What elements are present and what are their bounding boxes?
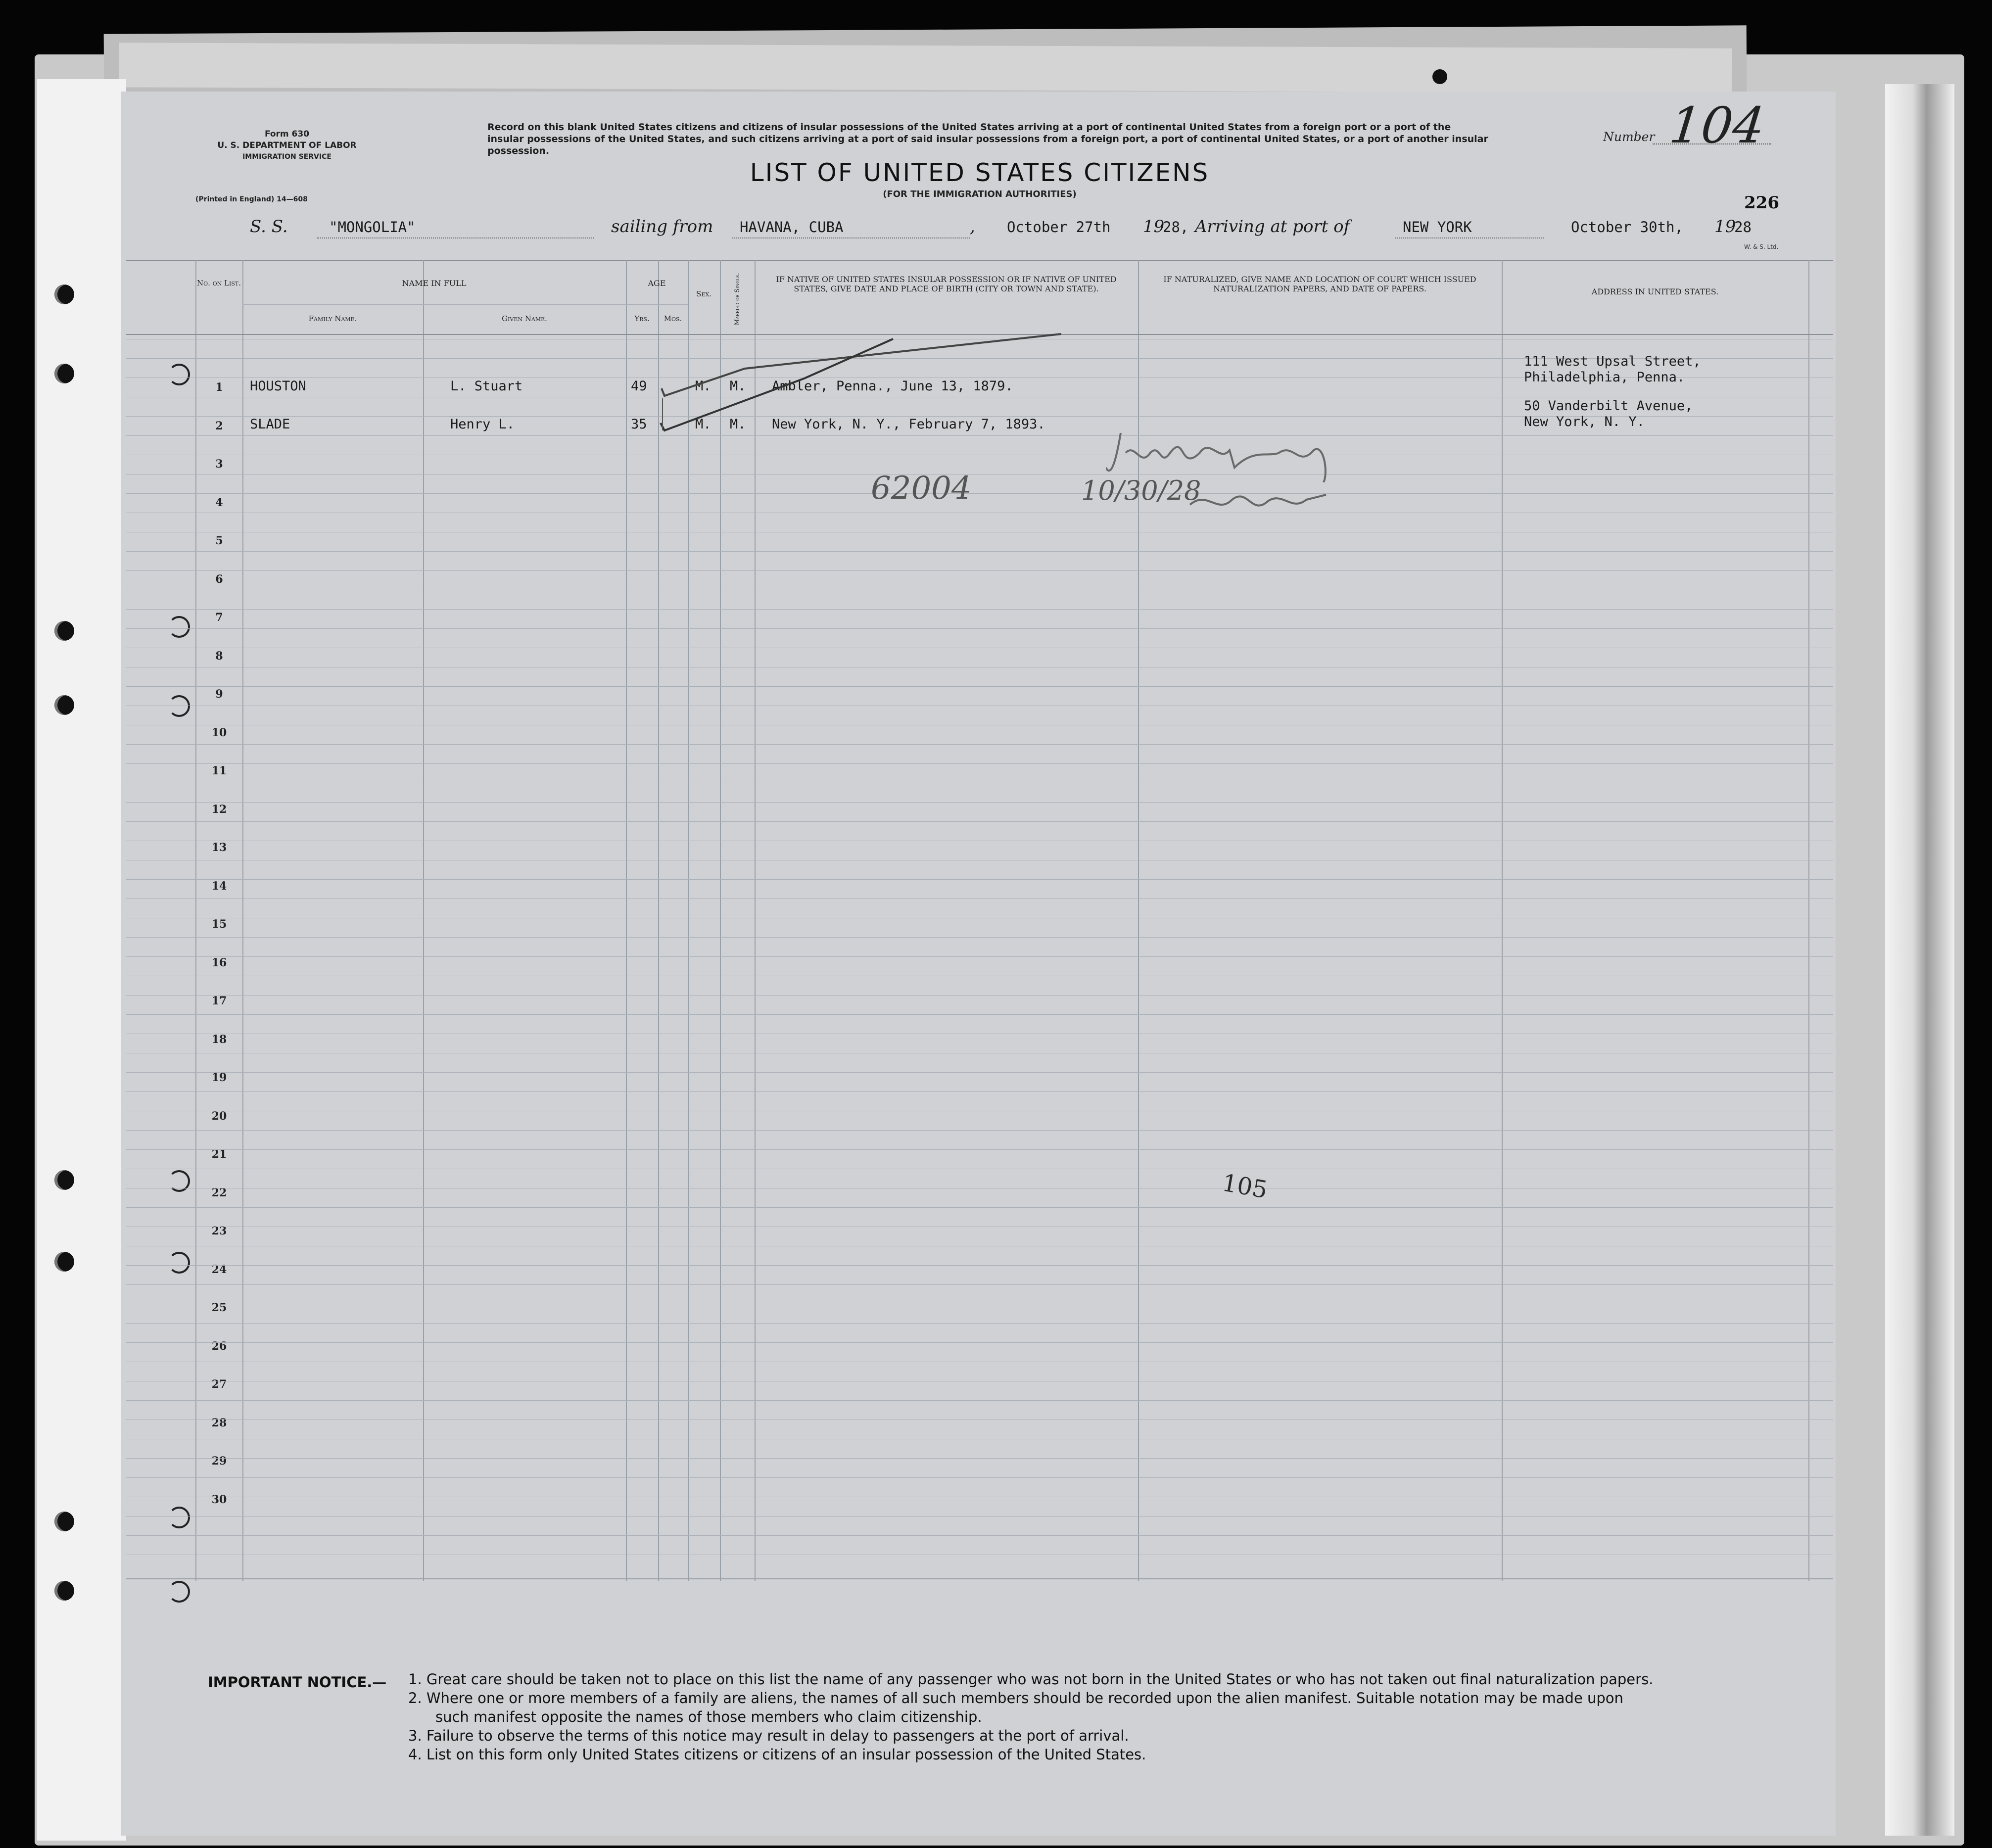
row-rule bbox=[126, 1477, 1833, 1478]
row-number: 29 bbox=[211, 1455, 227, 1468]
arrival-dotline bbox=[1395, 237, 1544, 238]
notice-item-4: 4. List on this form only United States citizens or citizens of an insular possession of the United States. bbox=[408, 1746, 1146, 1763]
notice-item-3: 3. Failure to observe the terms of this notice may result in delay to passengers at the port of arrival. bbox=[408, 1727, 1129, 1744]
departure-port: HAVANA, CUBA bbox=[740, 219, 844, 236]
col-rule bbox=[720, 260, 721, 1581]
service-name: IMMIGRATION SERVICE bbox=[242, 153, 332, 161]
sailing-from-label: sailing from bbox=[611, 217, 713, 237]
form-number: Form 630 bbox=[264, 129, 310, 139]
col-rule bbox=[1502, 260, 1503, 1581]
row-rule bbox=[126, 1458, 1833, 1459]
birth-1: Ambler, Penna., June 13, 1879. bbox=[772, 379, 1013, 394]
background-sheet-top-2 bbox=[119, 43, 1732, 93]
row-rule bbox=[126, 763, 1833, 764]
row-number: 19 bbox=[211, 1071, 227, 1084]
row-number: 24 bbox=[211, 1263, 227, 1276]
row-number: 18 bbox=[211, 1033, 227, 1046]
passenger-table bbox=[126, 260, 1833, 1586]
row-rule bbox=[126, 1091, 1833, 1092]
header-sex: Sex. bbox=[696, 289, 711, 298]
notice-heading: IMPORTANT NOTICE.— bbox=[208, 1674, 387, 1691]
arrival-date: October 30th, bbox=[1571, 219, 1683, 236]
row-number: 11 bbox=[211, 764, 227, 777]
department-name: U. S. DEPARTMENT OF LABOR bbox=[217, 141, 357, 150]
row-number: 9 bbox=[215, 688, 223, 701]
row-number: 5 bbox=[215, 534, 223, 547]
row-rule bbox=[126, 570, 1833, 571]
list-number-handwritten: 104 bbox=[1666, 96, 1768, 154]
checkmark-strokes bbox=[656, 324, 1101, 438]
header-no-on-list: No. on List. bbox=[196, 279, 241, 287]
page-stamp-number: 105 bbox=[1220, 1169, 1270, 1204]
col-rule bbox=[242, 260, 243, 1581]
binder-strip bbox=[37, 79, 126, 1841]
family-name-2: SLADE bbox=[250, 417, 290, 432]
row-rule bbox=[126, 1265, 1833, 1266]
row-rule bbox=[126, 1149, 1833, 1150]
comma-separator: , bbox=[970, 217, 975, 237]
ss-label: S. S. bbox=[250, 217, 288, 237]
row-number: 26 bbox=[211, 1339, 227, 1353]
row-number: 2 bbox=[215, 419, 223, 432]
handwritten-record-number: 62004 bbox=[871, 470, 972, 507]
age-years-2: 35 bbox=[631, 417, 647, 432]
row-number: 13 bbox=[211, 841, 227, 854]
ship-name: "MONGOLIA" bbox=[329, 219, 416, 236]
header-naturalized: IF NATURALIZED, GIVE NAME AND LOCATION OF COURT WHICH ISSUED NATURALIZATION PAPERS, AND DATE OF PAPERS. bbox=[1163, 275, 1476, 293]
col-rule bbox=[626, 260, 627, 1581]
row-number: 4 bbox=[215, 496, 223, 509]
row-rule bbox=[126, 1014, 1833, 1015]
marital-1: M. bbox=[730, 379, 746, 394]
col-rule bbox=[195, 260, 196, 1581]
sex-2: M. bbox=[695, 417, 711, 432]
handwritten-date: 10/30/28 bbox=[1081, 475, 1201, 506]
header-address: ADDRESS IN UNITED STATES. bbox=[1591, 287, 1719, 296]
age-years-1: 49 bbox=[631, 379, 647, 394]
subheader-rule bbox=[242, 304, 626, 305]
departure-date: October 27th bbox=[1007, 219, 1111, 236]
row-rule bbox=[126, 1130, 1833, 1131]
header-years: Yrs. bbox=[634, 314, 650, 323]
row-rule bbox=[126, 802, 1833, 803]
row-number: 22 bbox=[211, 1186, 227, 1199]
row-number: 28 bbox=[211, 1416, 227, 1429]
table-top-rule bbox=[126, 260, 1833, 261]
notice-item-1: 1. Great care should be taken not to place on this list the name of any passenger who was not born in the United States or who has not taken out final naturalization papers. bbox=[408, 1671, 1654, 1688]
col-rule bbox=[423, 260, 424, 1581]
row-rule bbox=[126, 937, 1833, 938]
row-number: 3 bbox=[215, 458, 223, 471]
notice-item-2-continued: such manifest opposite the names of those members who claim citizenship. bbox=[435, 1708, 982, 1725]
arrival-year: 28 bbox=[1734, 219, 1752, 236]
row-rule bbox=[126, 1207, 1833, 1208]
number-label: Number bbox=[1603, 130, 1655, 144]
printer-mark: W. & S. Ltd. bbox=[1744, 243, 1779, 250]
form-instructions: Record on this blank United States citizens and citizens of insular possessions of the United States arriving at a port of continental United States from a foreign port or a port of the insular possessions of the United States, and such citizens arriving at a port of said insular possessions from a foreign port, a port of continental United States, or a port of another insular possession. bbox=[487, 122, 1488, 156]
row-rule bbox=[126, 1342, 1833, 1343]
notice-item-2: 2. Where one or more members of a family are aliens, the names of all such members should be recorded upon the alien manifest. Suitable notation may be made upon bbox=[408, 1690, 1623, 1706]
address-2-line2: New York, N. Y. bbox=[1524, 414, 1645, 429]
punch-hole-top bbox=[1432, 69, 1447, 84]
ship-dotline bbox=[317, 237, 594, 238]
address-1-line2: Philadelphia, Penna. bbox=[1524, 370, 1685, 385]
row-number: 21 bbox=[211, 1148, 227, 1161]
row-rule bbox=[126, 686, 1833, 687]
page-title: LIST OF UNITED STATES CITIZENS bbox=[750, 158, 1210, 187]
row-rule bbox=[126, 1323, 1833, 1324]
family-name-1: HOUSTON bbox=[250, 379, 306, 394]
binder-hole-icon bbox=[54, 1252, 74, 1272]
header-family-name: Family Name. bbox=[308, 314, 357, 323]
row-rule bbox=[126, 821, 1833, 822]
header-married-or-single: Married or Single. bbox=[733, 273, 741, 326]
arriving-label: Arriving at port of bbox=[1195, 217, 1350, 237]
subheader-rule bbox=[626, 304, 688, 305]
year-prefix-2: 19 bbox=[1714, 217, 1736, 237]
row-number: 1 bbox=[215, 381, 223, 394]
row-rule bbox=[126, 956, 1833, 957]
header-birth: IF NATIVE OF UNITED STATES INSULAR POSSESSION OR IF NATIVE OF UNITED STATES, GIVE DATE AND PLACE OF BIRTH (CITY OR TOWN AND STATE). bbox=[776, 275, 1117, 293]
header-age: AGE bbox=[648, 279, 666, 288]
row-number: 25 bbox=[211, 1301, 227, 1314]
row-rule bbox=[126, 493, 1833, 494]
row-number: 7 bbox=[215, 611, 223, 624]
row-rule bbox=[126, 1072, 1833, 1073]
col-rule bbox=[755, 260, 756, 1581]
binder-hole-icon bbox=[54, 1581, 74, 1601]
sex-1: M. bbox=[695, 379, 711, 394]
address-2 bbox=[1524, 398, 1693, 430]
row-number: 14 bbox=[211, 879, 227, 893]
given-name-1: L. Stuart bbox=[450, 379, 523, 394]
header-given-name: Given Name. bbox=[502, 314, 547, 323]
binder-hole-icon bbox=[54, 1170, 74, 1190]
printer-note: (Printed in England) 14—608 bbox=[195, 195, 308, 203]
row-number: 17 bbox=[211, 995, 227, 1007]
row-number: 12 bbox=[211, 803, 227, 816]
table-bottom-rule bbox=[126, 1578, 1833, 1579]
row-rule bbox=[126, 1535, 1833, 1536]
year-prefix-1: 19 bbox=[1143, 217, 1165, 237]
initials-scrawl bbox=[1187, 485, 1336, 520]
col-rule bbox=[658, 260, 659, 1581]
row-number: 10 bbox=[211, 726, 227, 739]
address-2-line1: 50 Vanderbilt Avenue, bbox=[1524, 398, 1693, 414]
row-rule bbox=[126, 1400, 1833, 1401]
form-identifier bbox=[213, 129, 361, 163]
col-rule bbox=[688, 260, 689, 1581]
row-rule bbox=[126, 879, 1833, 880]
address-1-line1: 111 West Upsal Street, bbox=[1524, 354, 1701, 369]
marital-2: M. bbox=[730, 417, 746, 432]
binder-hole-icon bbox=[54, 1512, 74, 1531]
address-1 bbox=[1524, 354, 1701, 385]
binder-hole-icon bbox=[54, 364, 74, 383]
row-number: 27 bbox=[211, 1378, 227, 1391]
row-number: 20 bbox=[211, 1109, 227, 1123]
binder-hole-icon bbox=[54, 284, 74, 304]
page-subtitle: (FOR THE IMMIGRATION AUTHORITIES) bbox=[883, 189, 1077, 199]
arrival-port: NEW YORK bbox=[1403, 219, 1472, 236]
header-name-in-full: NAME IN FULL bbox=[402, 279, 467, 288]
binder-hole-icon bbox=[54, 695, 74, 715]
birth-2: New York, N. Y., February 7, 1893. bbox=[772, 417, 1045, 432]
row-number: 8 bbox=[215, 649, 223, 663]
port-dotline bbox=[732, 237, 970, 238]
signature-scrawl bbox=[1106, 423, 1353, 482]
row-rule bbox=[126, 1284, 1833, 1285]
col-rule bbox=[1808, 260, 1809, 1581]
row-number: 6 bbox=[215, 572, 223, 586]
row-rule bbox=[126, 744, 1833, 745]
row-number: 15 bbox=[211, 918, 227, 931]
row-number: 16 bbox=[211, 956, 227, 969]
row-number: 30 bbox=[211, 1493, 227, 1506]
given-name-2: Henry L. bbox=[450, 417, 515, 432]
binder-hole-icon bbox=[54, 621, 74, 641]
row-rule bbox=[126, 551, 1833, 552]
check-stroke-1 bbox=[662, 334, 1061, 396]
page-stack-edge bbox=[1885, 84, 1954, 1836]
row-rule bbox=[126, 628, 1833, 629]
departure-year: 28, bbox=[1163, 219, 1189, 236]
sheet-number: 226 bbox=[1744, 193, 1779, 213]
row-rule bbox=[126, 609, 1833, 610]
row-number: 23 bbox=[211, 1225, 227, 1237]
header-months: Mos. bbox=[664, 314, 682, 323]
